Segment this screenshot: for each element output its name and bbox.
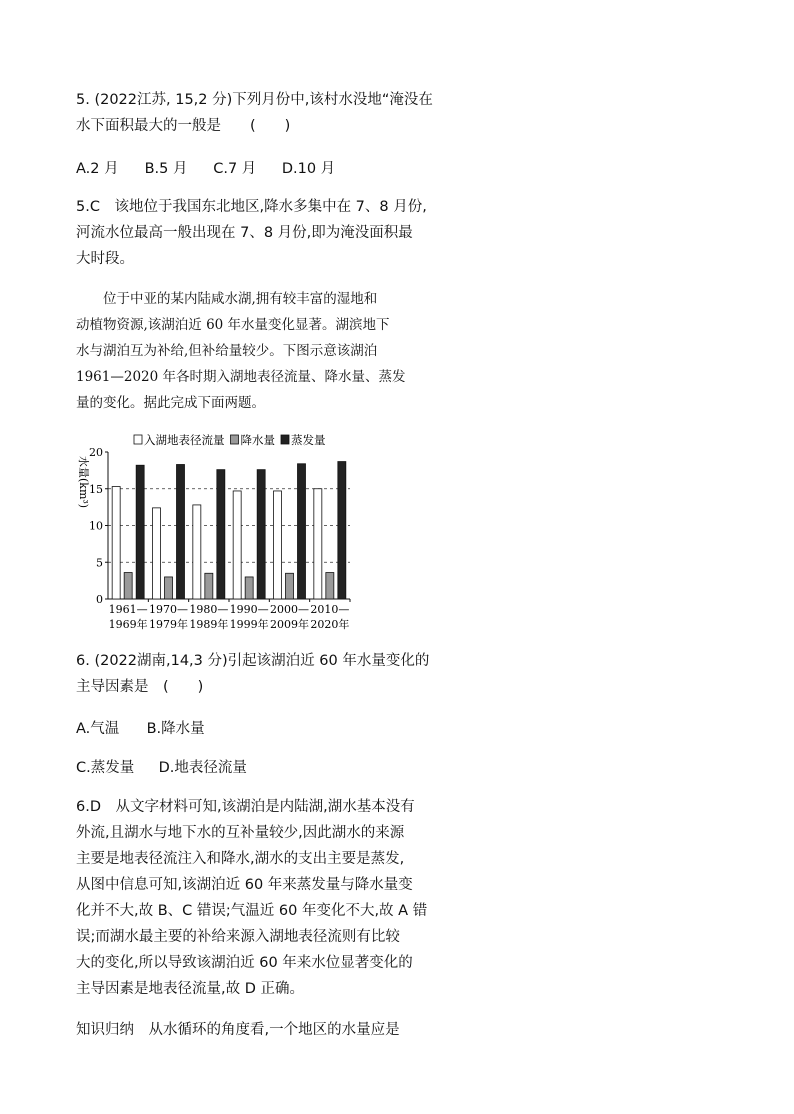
y-tick-label: 5 — [96, 556, 103, 570]
y-tick-label: 20 — [89, 446, 103, 459]
bar — [124, 573, 132, 599]
legend-label: 降水量 — [240, 433, 275, 447]
bar — [177, 464, 185, 599]
option-b: B.5 月 — [144, 161, 188, 177]
option-b: B.降水量 — [146, 721, 205, 737]
bar — [153, 508, 161, 599]
bar — [233, 491, 241, 599]
x-tick-label: 1979年 — [149, 618, 188, 631]
x-tick-label: 2010— — [310, 603, 350, 616]
legend-swatch — [231, 435, 239, 444]
x-tick-label: 2009年 — [270, 618, 309, 631]
bar — [165, 577, 173, 599]
bar — [338, 462, 346, 599]
y-tick-label: 0 — [96, 593, 103, 606]
bar — [286, 573, 294, 599]
y-tick-label: 15 — [89, 482, 103, 496]
x-tick-label: 1961— — [108, 603, 148, 616]
bar — [326, 573, 334, 599]
question-5-options — [76, 157, 335, 178]
bar — [274, 491, 282, 599]
question-6-options-row1 — [76, 717, 205, 738]
y-axis-label: 水量(km³) — [77, 456, 90, 509]
bar — [217, 470, 225, 599]
y-tick-label: 10 — [89, 519, 103, 533]
x-tick-label: 1969年 — [108, 618, 148, 631]
option-c: C.蒸发量 — [76, 760, 135, 776]
bar — [257, 470, 265, 599]
x-tick-label: 2000— — [270, 603, 309, 616]
option-d: D.地表径流量 — [158, 760, 247, 776]
option-c: C.7 月 — [213, 161, 257, 177]
bar — [193, 505, 201, 599]
legend-label: 蒸发量 — [291, 433, 326, 447]
reading-passage: 位于中亚的某内陆咸水湖,拥有较丰富的湿地和 动植物资源,该湖泊近 60 年水量变化显著。湖滨地下 水与湖泊互为补给,但补给量较少。下图示意该湖泊 1961—2020 年各时期入湖地表径流量、降水量、蒸发 量的变化。据此完成下面两题。 — [76, 291, 406, 411]
x-tick-label: 1970— — [149, 603, 188, 616]
bar — [314, 489, 322, 599]
bar — [112, 487, 120, 599]
bar — [245, 577, 253, 599]
x-tick-label: 1980— — [189, 603, 229, 616]
option-d: D.10 月 — [281, 161, 336, 177]
legend-swatch — [134, 435, 142, 444]
x-tick-label: 1990— — [229, 603, 269, 616]
question-6-options-row2 — [76, 756, 247, 777]
bar — [298, 464, 306, 599]
water-volume-bar-chart — [72, 428, 372, 634]
legend-swatch — [281, 435, 289, 444]
answer-6-explanation: 6.D 从文字材料可知,该湖泊是内陆湖,湖水基本没有 外流,且湖水与地下水的互补量较少,因此湖水的来源 主要是地表径流注入和降水,湖水的支出主要是蒸发, 从图中信息可知,该湖泊近 60 年来蒸发量与降水量变 化并不大,故 B、C 错误;气温近 60 年变化不大,故 A 错 误;而湖水最主要的补给来源入湖地表径流则有比较 大的变化,所以导致该湖泊近 60 年来水位显著变化的 主导因素是地表径流量,故 D 正确。 — [76, 799, 428, 997]
bar — [136, 465, 144, 599]
x-tick-label: 2020年 — [310, 618, 350, 631]
question-5-stem: 5. (2022江苏, 15,2 分)下列月份中,该村水没地“淹没在 水下面积最大的一般是 ( ) — [76, 92, 433, 134]
option-a: A.2 月 — [76, 161, 119, 177]
answer-5-explanation: 5.C 该地位于我国东北地区,降水多集中在 7、8 月份, 河流水位最高一般出现在 7、8 月份,即为淹没面积最 大时段。 — [76, 199, 427, 267]
bar — [205, 573, 213, 599]
x-tick-label: 1989年 — [189, 618, 229, 631]
question-6-stem: 6. (2022湖南,14,3 分)引起该湖泊近 60 年水量变化的 主导因素是 ( ) — [76, 653, 430, 695]
legend-label: 入湖地表径流量 — [144, 433, 225, 447]
x-tick-label: 1999年 — [229, 618, 269, 631]
knowledge-summary: 知识归纳 从水循环的角度看,一个地区的水量应是 — [76, 1022, 400, 1038]
option-a: A.气温 — [76, 721, 120, 737]
